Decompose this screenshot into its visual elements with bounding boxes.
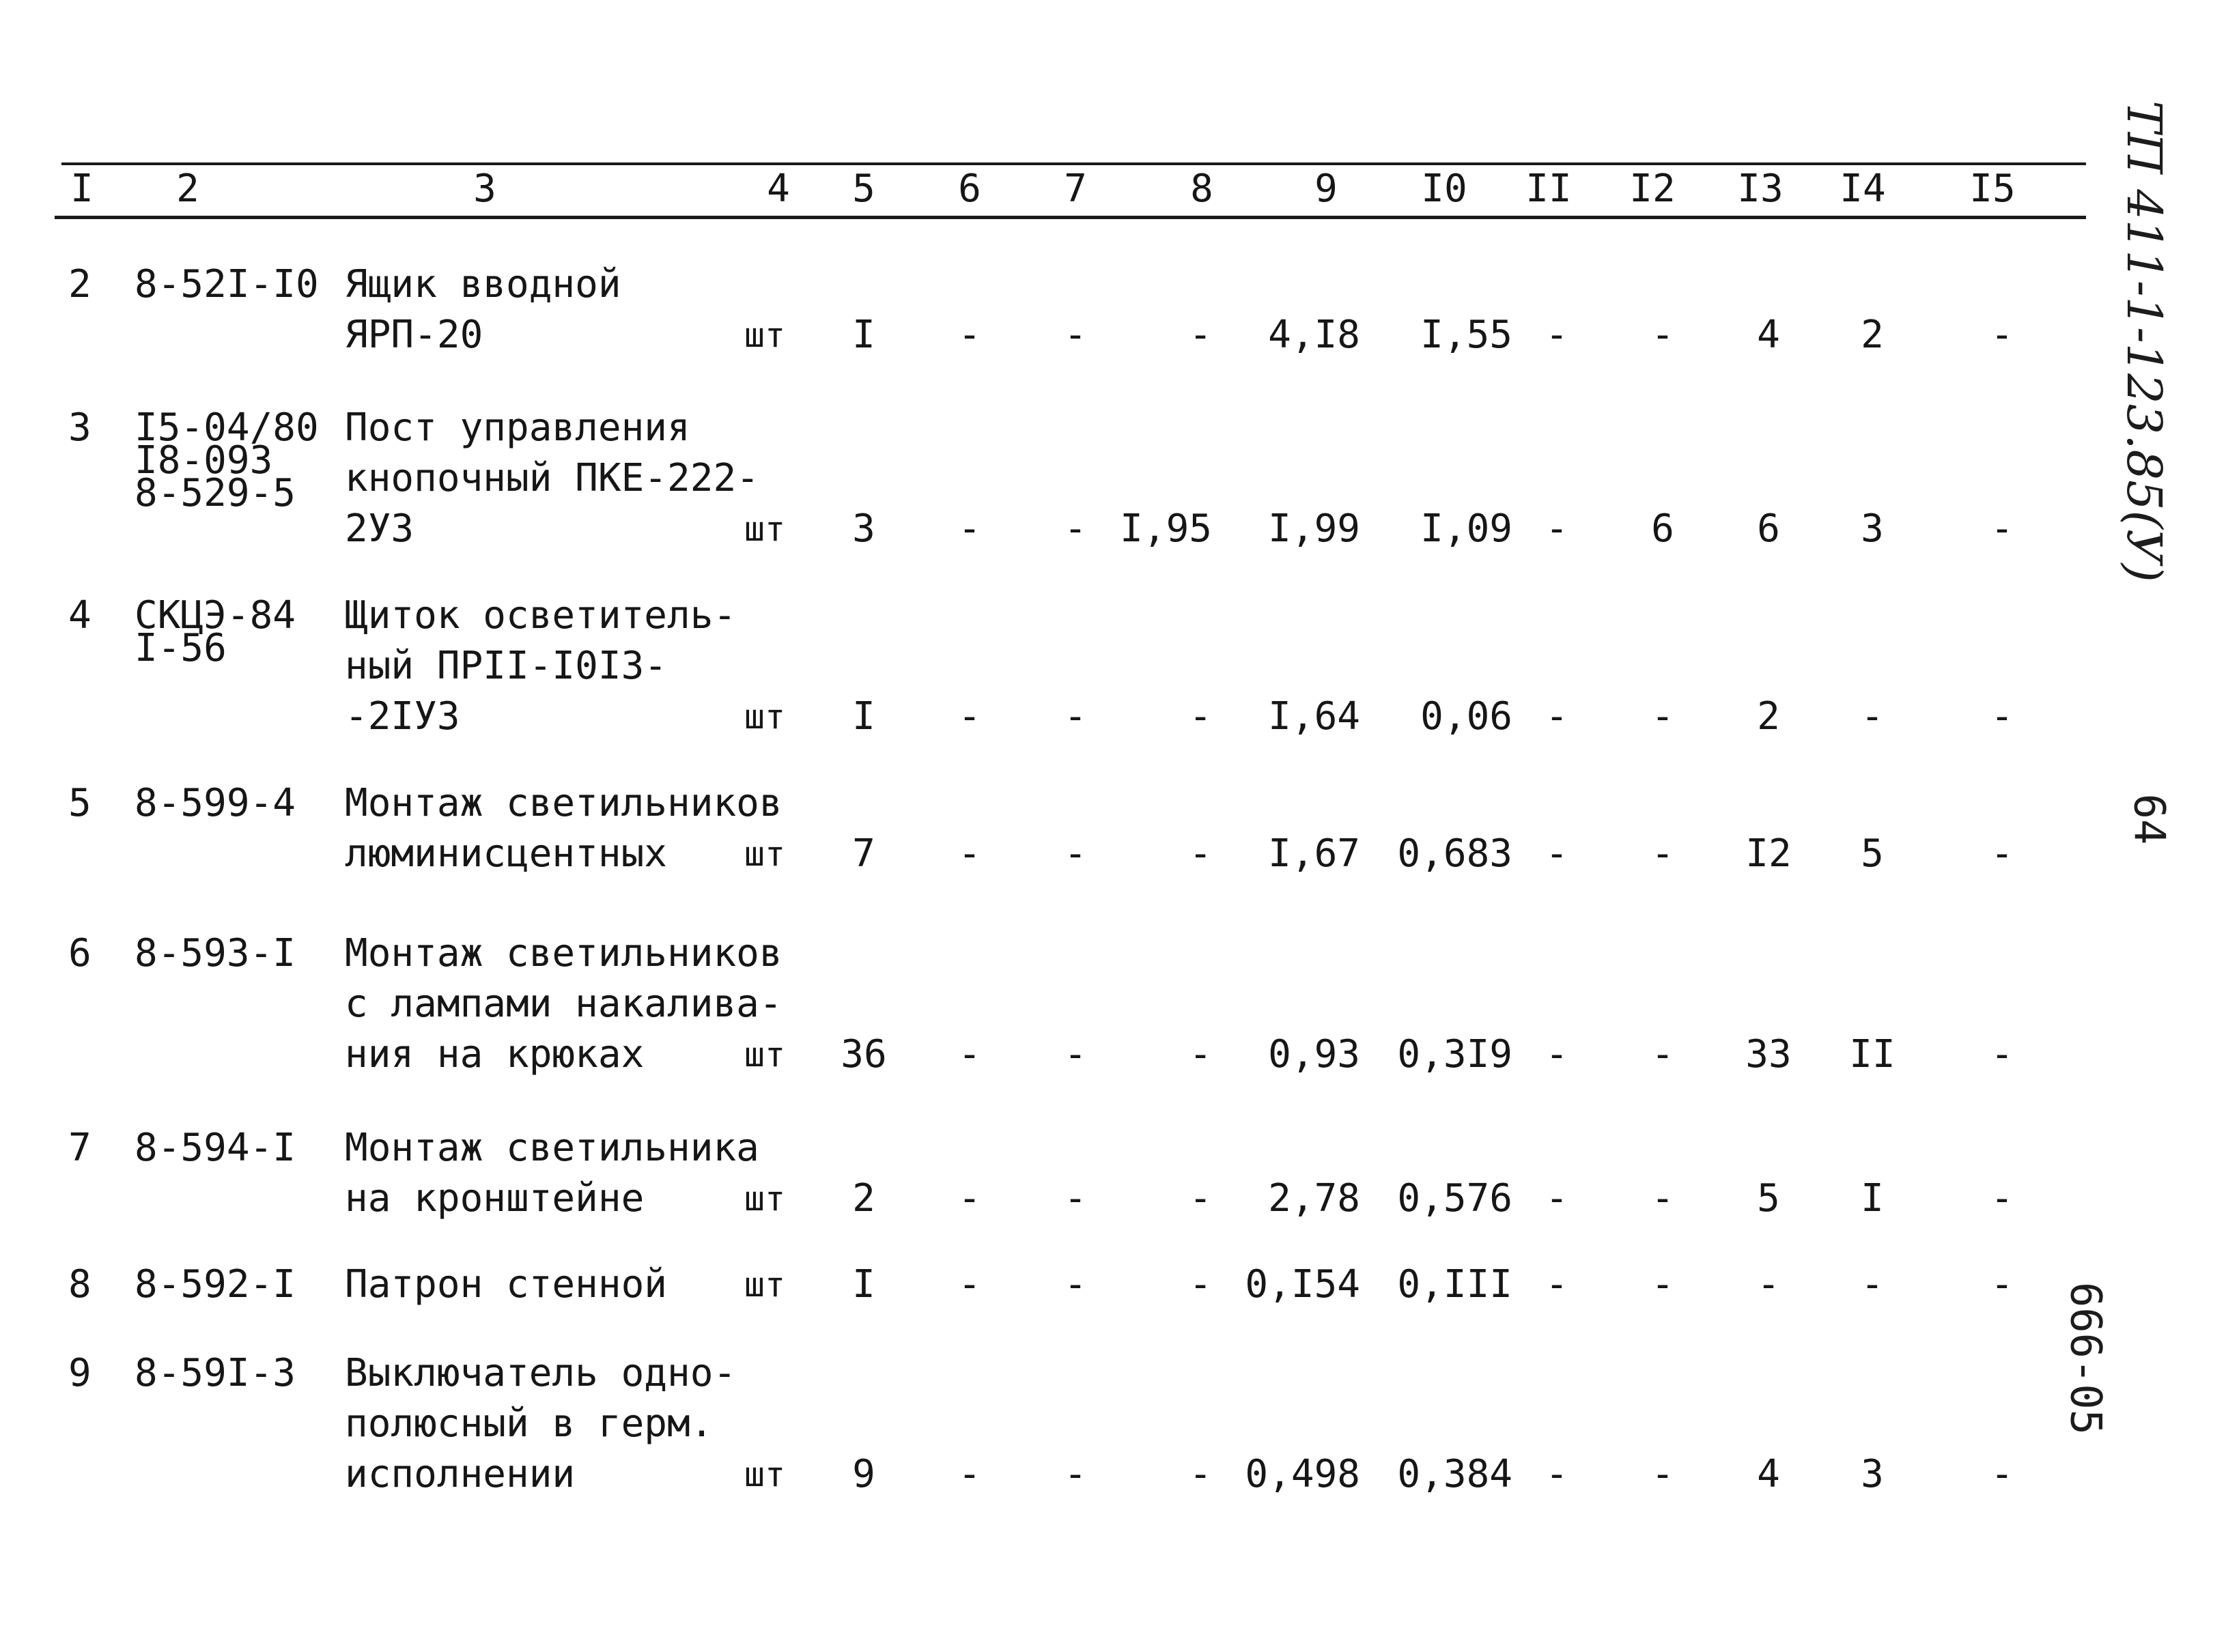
row-value-c8: - [1189,1176,1212,1221]
row-value-c7: - [1064,1176,1087,1221]
row-name-line: ный ПРII-I0I3- [345,644,668,688]
row-value-c11: - [1545,1176,1568,1221]
row-value-c11: - [1545,1032,1568,1077]
row-value-c13: - [1757,1262,1780,1307]
row-value-c9: 4,I8 [1268,313,1360,357]
row-name-line: Щиток осветитель- [345,593,737,638]
row-number: 6 [68,931,91,975]
column-header-13: I3 [1737,167,1784,211]
row-value-c5: I [852,313,875,357]
row-number: 8 [68,1262,91,1307]
row-name-line: ния на крюках [345,1032,645,1077]
header-bottom-rule [55,216,2086,219]
row-value-c6: - [958,831,981,876]
row-value-c10: 0,06 [1420,694,1512,739]
row-value-c10: I,55 [1420,313,1512,357]
row-value-c12: - [1651,1176,1674,1221]
row-name-line: полюсный в герм. [345,1401,714,1446]
row-value-c11: - [1545,1452,1568,1496]
column-header-4: 4 [767,167,790,211]
row-value-c12: 6 [1651,507,1674,551]
row-name-line: Монтаж светильника [345,1126,759,1170]
row-number: 3 [68,405,91,450]
row-value-c15: - [1990,694,2014,739]
row-name-line: Монтаж светильников [345,781,783,825]
column-header-10: I0 [1421,167,1467,211]
row-value-c7: - [1064,507,1087,551]
row-value-c11: - [1545,1262,1568,1307]
row-value-c15: - [1990,831,2014,876]
row-value-c13: 5 [1757,1176,1780,1221]
column-header-3: 3 [473,167,496,211]
row-value-c8: - [1189,1032,1212,1077]
page-number: 64 [2124,793,2175,845]
row-code-line: 8-599-4 [135,781,296,825]
row-value-c9: 0,I54 [1245,1262,1360,1307]
row-value-c10: 0,3I9 [1397,1032,1512,1077]
row-value-c13: 6 [1757,507,1780,551]
row-value-c5: 9 [852,1452,875,1496]
row-code-line: 8-594-I [135,1126,296,1170]
row-value-c8: - [1189,1452,1212,1496]
row-unit: шт [744,1455,786,1494]
row-unit: шт [744,1265,786,1305]
row-value-c13: 2 [1757,694,1780,739]
row-name-line: ЯРП-20 [345,313,483,357]
row-value-c12: - [1651,1032,1674,1077]
column-header-9: 9 [1314,167,1338,211]
row-value-c7: - [1064,831,1087,876]
row-code-line: 8-529-5 [135,471,296,515]
row-value-c9: 0,93 [1268,1032,1360,1077]
row-value-c5: 7 [852,831,875,876]
row-value-c14: I [1861,1176,1884,1221]
column-header-11: II [1525,167,1572,211]
row-unit: шт [744,509,786,549]
column-header-6: 6 [958,167,981,211]
row-value-c8: - [1189,1262,1212,1307]
column-header-7: 7 [1064,167,1087,211]
row-unit: шт [744,834,786,874]
row-value-c12: - [1651,313,1674,357]
row-value-c13: 4 [1757,313,1780,357]
column-header-2: 2 [176,167,199,211]
row-value-c11: - [1545,507,1568,551]
row-value-c9: 0,498 [1245,1452,1360,1496]
column-header-5: 5 [852,167,875,211]
column-header-15: I5 [1969,167,2016,211]
row-value-c9: I,67 [1268,831,1360,876]
row-value-c15: - [1990,507,2014,551]
row-value-c13: 33 [1745,1032,1792,1077]
row-value-c15: - [1990,1262,2014,1307]
row-value-c13: I2 [1745,831,1792,876]
row-code-line: 8-59I-3 [135,1351,296,1395]
row-code-line: I8-093 [135,438,273,483]
row-value-c9: I,99 [1268,507,1360,551]
row-value-c8: - [1189,694,1212,739]
row-value-c10: 0,III [1397,1262,1512,1307]
row-name-line: Монтаж светильников [345,931,783,975]
row-value-c6: - [958,507,981,551]
row-value-c5: 36 [841,1032,887,1077]
row-number: 9 [68,1351,91,1395]
column-header-14: I4 [1840,167,1886,211]
row-value-c14: 3 [1861,1452,1884,1496]
row-value-c6: - [958,694,981,739]
row-code-line: I-56 [135,626,227,670]
row-value-c8: - [1189,831,1212,876]
row-name-line: исполнении [345,1452,576,1496]
row-value-c6: - [958,1262,981,1307]
row-value-c6: - [958,1176,981,1221]
row-name-line: на кронштейне [345,1176,645,1221]
row-name-line: кнопочный ПКЕ-222- [345,456,759,500]
row-code-line: 8-593-I [135,931,296,975]
row-name-line: -2IУ3 [345,694,460,739]
row-value-c14: 2 [1861,313,1884,357]
row-value-c6: - [958,1032,981,1077]
document-code: ТП 411-1-123.85(У) [2116,100,2172,582]
row-value-c14: - [1861,1262,1884,1307]
row-name-line: Ящик вводной [345,262,621,307]
row-value-c10: I,09 [1420,507,1512,551]
row-value-c5: I [852,694,875,739]
row-name-line: люминисцентных [345,831,668,876]
row-code-line: СКЦЭ-84 [135,593,296,638]
row-value-c10: 0,576 [1397,1176,1512,1221]
column-header-8: 8 [1190,167,1213,211]
row-value-c7: - [1064,1452,1087,1496]
row-value-c11: - [1545,694,1568,739]
row-unit: шт [744,315,786,355]
row-code-line: I5-04/80 [135,405,319,450]
row-value-c14: - [1861,694,1884,739]
column-header-12: I2 [1629,167,1676,211]
row-value-c12: - [1651,1452,1674,1496]
row-value-c6: - [958,313,981,357]
row-value-c5: I [852,1262,875,1307]
row-unit: шт [744,697,786,737]
row-value-c7: - [1064,313,1087,357]
row-name-line: Выключатель одно- [345,1351,737,1395]
row-number: 2 [68,262,91,307]
row-value-c10: 0,683 [1397,831,1512,876]
project-number: 666-05 [2061,1282,2111,1435]
row-name-line: Пост управления [345,405,690,450]
row-number: 4 [68,593,91,638]
row-value-c12: - [1651,694,1674,739]
row-value-c7: - [1064,694,1087,739]
row-value-c14: 5 [1861,831,1884,876]
row-value-c5: 3 [852,507,875,551]
row-value-c15: - [1990,313,2014,357]
row-value-c8: I,95 [1120,507,1212,551]
row-value-c15: - [1990,1032,2014,1077]
row-value-c14: II [1849,1032,1896,1077]
row-number: 7 [68,1126,91,1170]
row-code-line: 8-52I-I0 [135,262,319,307]
row-value-c9: I,64 [1268,694,1360,739]
row-value-c9: 2,78 [1268,1176,1360,1221]
row-number: 5 [68,781,91,825]
row-value-c12: - [1651,831,1674,876]
row-value-c13: 4 [1757,1452,1780,1496]
row-value-c6: - [958,1452,981,1496]
row-value-c11: - [1545,313,1568,357]
row-value-c12: - [1651,1262,1674,1307]
row-value-c7: - [1064,1032,1087,1077]
row-name-line: 2У3 [345,507,414,551]
row-value-c8: - [1189,313,1212,357]
column-header-1: I [70,167,94,211]
row-code-line: 8-592-I [135,1262,296,1307]
row-value-c15: - [1990,1176,2014,1221]
row-value-c7: - [1064,1262,1087,1307]
row-unit: шт [744,1035,786,1074]
row-value-c15: - [1990,1452,2014,1496]
row-value-c5: 2 [852,1176,875,1221]
row-value-c14: 3 [1861,507,1884,551]
row-unit: шт [744,1179,786,1219]
row-name-line: с лампами накалива- [345,982,783,1026]
row-value-c10: 0,384 [1397,1452,1512,1496]
row-name-line: Патрон стенной [345,1262,668,1307]
row-value-c11: - [1545,831,1568,876]
